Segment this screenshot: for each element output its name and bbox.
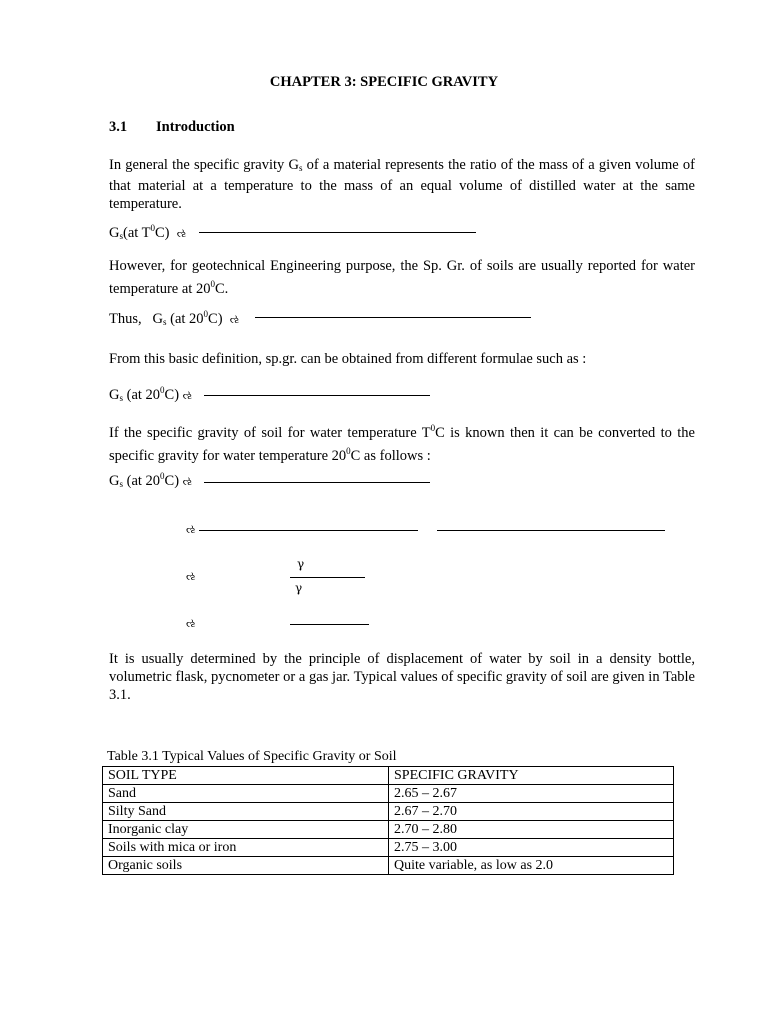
eq2-prefix: Thus, [109, 311, 142, 327]
eq4-sup: 0 [160, 471, 165, 481]
eq1-sub: s [119, 231, 123, 241]
p2-sup: 0 [210, 279, 215, 289]
eq3-text-b: C) [164, 387, 180, 403]
eq4-g: G [109, 473, 120, 489]
geotechnical-paragraph [109, 257, 695, 298]
equals-symbol: ઌ [176, 227, 187, 240]
equals-symbol: ઌ [182, 389, 193, 402]
p4-text-c: C as follows : [350, 448, 431, 464]
section-number: 3.1 [109, 119, 128, 135]
table-row [103, 785, 674, 803]
chapter-title: CHAPTER 3: SPECIFIC GRAVITY [269, 74, 499, 90]
p4-sup2: 0 [346, 446, 351, 456]
equals-symbol: ઌ [229, 313, 240, 326]
eq3-g: G [109, 387, 120, 403]
equals-symbol: ઌ [186, 570, 196, 583]
definition-paragraph: From this basic definition, sp.gr. can be obtained from different formulae such as : [109, 351, 587, 367]
table-cell: Silty Sand [103, 803, 389, 821]
eq3-sup: 0 [160, 385, 165, 395]
equation-blank-line [204, 482, 430, 483]
equals-symbol: ઌ [182, 475, 193, 488]
eq2-text-b: C) [208, 311, 223, 327]
equation-blank-line [255, 317, 531, 318]
table-row [103, 803, 674, 821]
table-cell: Soils with mica or iron [103, 839, 389, 857]
eq1-sup: 0 [150, 223, 156, 233]
conversion-paragraph [109, 419, 695, 465]
eq3-text-a: (at 20 [123, 387, 161, 403]
determination-paragraph: It is usually determined by the principle of displacement of water by soil in a density bottle, volumetric flask, pycnometer or a gas jar. Typical values of specific gravity of soil are given in Table 3.1. [109, 651, 695, 703]
equation-blank-line [437, 530, 665, 531]
fraction-bar [290, 624, 369, 625]
equation-gs-at-20-converted [109, 471, 192, 490]
table-header-cell: SPECIFIC GRAVITY [389, 767, 674, 785]
equation-thus-gs [109, 309, 240, 328]
intro-subscript: s [298, 163, 303, 173]
gamma-denominator: γ [295, 581, 303, 595]
table-cell: 2.75 – 3.00 [389, 839, 674, 857]
table-row [103, 857, 674, 875]
equation-blank-line [199, 530, 418, 531]
equation-blank-line [199, 232, 476, 233]
table-caption: Table 3.1 Typical Values of Specific Gravity or Soil [107, 749, 397, 764]
equation-gs-at-t [109, 223, 187, 242]
table-row [103, 839, 674, 857]
table-header-row [103, 767, 674, 785]
eq2-sup: 0 [203, 309, 209, 319]
table-row [103, 821, 674, 839]
table-cell: Quite variable, as low as 2.0 [389, 857, 674, 875]
equation-blank-line [204, 395, 430, 396]
eq3-sub: s [119, 393, 123, 403]
table-cell: 2.67 – 2.70 [389, 803, 674, 821]
eq1-text-b: C) [155, 225, 170, 241]
equals-symbol: ઌ [186, 523, 196, 536]
p4-text-a: If the specific gravity of soil for water temperature T [109, 425, 431, 441]
eq2-text-a: (at 20 [166, 311, 204, 327]
p2-text-a: However, for geotechnical Engineering purpose, the Sp. Gr. of soils are usually reported for water temperature at 20 [109, 258, 695, 297]
table-cell: Inorganic clay [103, 821, 389, 839]
eq1-text-a: (at T [123, 225, 151, 241]
eq4-text-b: C) [164, 473, 180, 489]
intro-paragraph [109, 156, 695, 213]
equals-symbol: ઌ [186, 617, 196, 630]
eq1-g: G [109, 225, 120, 241]
p4-sup: 0 [430, 423, 436, 433]
p2-text-b: C. [214, 281, 229, 297]
intro-text-a: In general the specific gravity G [109, 157, 299, 173]
eq2-g: G [152, 311, 163, 327]
gamma-numerator: γ [297, 557, 305, 571]
eq2-sub: s [162, 317, 167, 327]
eq4-text-a: (at 20 [123, 473, 161, 489]
section-title: Introduction [156, 119, 235, 135]
specific-gravity-table [102, 766, 674, 875]
equation-gs-at-20 [109, 385, 192, 404]
table-cell: Sand [103, 785, 389, 803]
table-cell: Organic soils [103, 857, 389, 875]
intro-text-b: of a material represents the ratio of the mass of a given volume of that material at a temperature to the mass of an equal volume of distilled water at the same temperature. [109, 157, 695, 212]
fraction-bar [290, 577, 365, 578]
eq4-sub: s [119, 479, 123, 489]
table-cell: 2.65 – 2.67 [389, 785, 674, 803]
p4-text-b: C is known then it can be converted to the specific gravity for water temperature 20 [109, 425, 695, 464]
table-header-cell: SOIL TYPE [103, 767, 389, 785]
table-cell: 2.70 – 2.80 [389, 821, 674, 839]
